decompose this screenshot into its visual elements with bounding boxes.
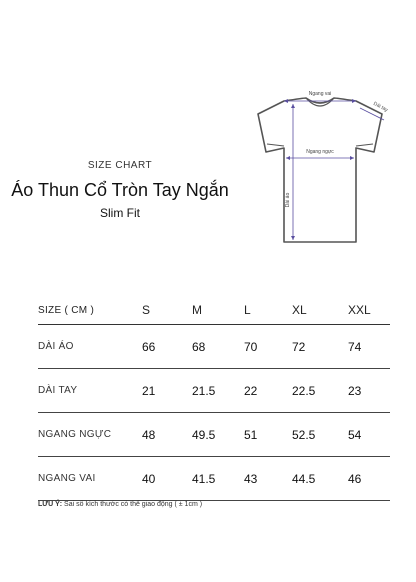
length-label: Dài áo: [285, 192, 291, 208]
row-label-length: DÀI ÁO: [38, 341, 74, 352]
size-chart-kicker: SIZE CHART: [87, 160, 153, 171]
size-col-xl: XL: [292, 296, 348, 325]
table-cell: 51: [244, 427, 258, 442]
tshirt-measurement-diagram: [240, 78, 400, 258]
fit-subtitle: Slim Fit: [100, 206, 140, 220]
table-cell: 70: [244, 339, 258, 354]
size-col-s: S: [142, 296, 192, 325]
table-cell: 23: [348, 383, 362, 398]
row-label-sleeve: DÀI TAY: [38, 385, 78, 396]
size-col-xxl: XXL: [348, 296, 390, 325]
table-cell: 21: [142, 383, 156, 398]
table-cell: 41.5: [192, 471, 216, 486]
table-cell: 46: [348, 471, 362, 486]
table-cell: 54: [348, 427, 362, 442]
table-cell: 68: [192, 339, 206, 354]
table-cell: 40: [142, 471, 156, 486]
table-cell: 21.5: [192, 383, 216, 398]
row-label-chest: NGANG NGỰC: [38, 429, 112, 440]
table-row: [38, 457, 390, 501]
shoulder-label: Ngang vai: [308, 91, 332, 97]
note-label: LƯU Ý:: [38, 501, 63, 508]
table-cell: 43: [244, 471, 258, 486]
table-cell: 22: [244, 383, 258, 398]
tshirt-outline: [258, 98, 382, 242]
table-cell: 44.5: [292, 471, 316, 486]
table-row: [38, 325, 390, 369]
table-cell: 22.5: [292, 383, 316, 398]
table-row: [38, 369, 390, 413]
product-title: Áo Thun Cổ Tròn Tay Ngắn: [11, 180, 229, 200]
size-table: [38, 296, 390, 501]
table-cell: 66: [142, 339, 156, 354]
table-cell: 72: [292, 339, 306, 354]
note-text: Sai số kích thước có thể giao động ( ± 1cm ): [64, 501, 203, 508]
table-cell: 74: [348, 339, 362, 354]
table-cell: 52.5: [292, 427, 316, 442]
size-col-m: M: [192, 296, 244, 325]
size-note: [38, 501, 202, 508]
row-label-shoulder: NGANG VAI: [38, 473, 96, 484]
table-row: [38, 413, 390, 457]
table-cell: 49.5: [192, 427, 216, 442]
table-cell: 48: [142, 427, 156, 442]
size-header-row: [38, 296, 390, 325]
size-col-l: L: [244, 296, 292, 325]
sleeve-label: Dài tay: [372, 100, 389, 114]
chest-label: Ngang ngực: [306, 149, 334, 155]
size-header-label: SIZE ( CM ): [38, 296, 142, 325]
